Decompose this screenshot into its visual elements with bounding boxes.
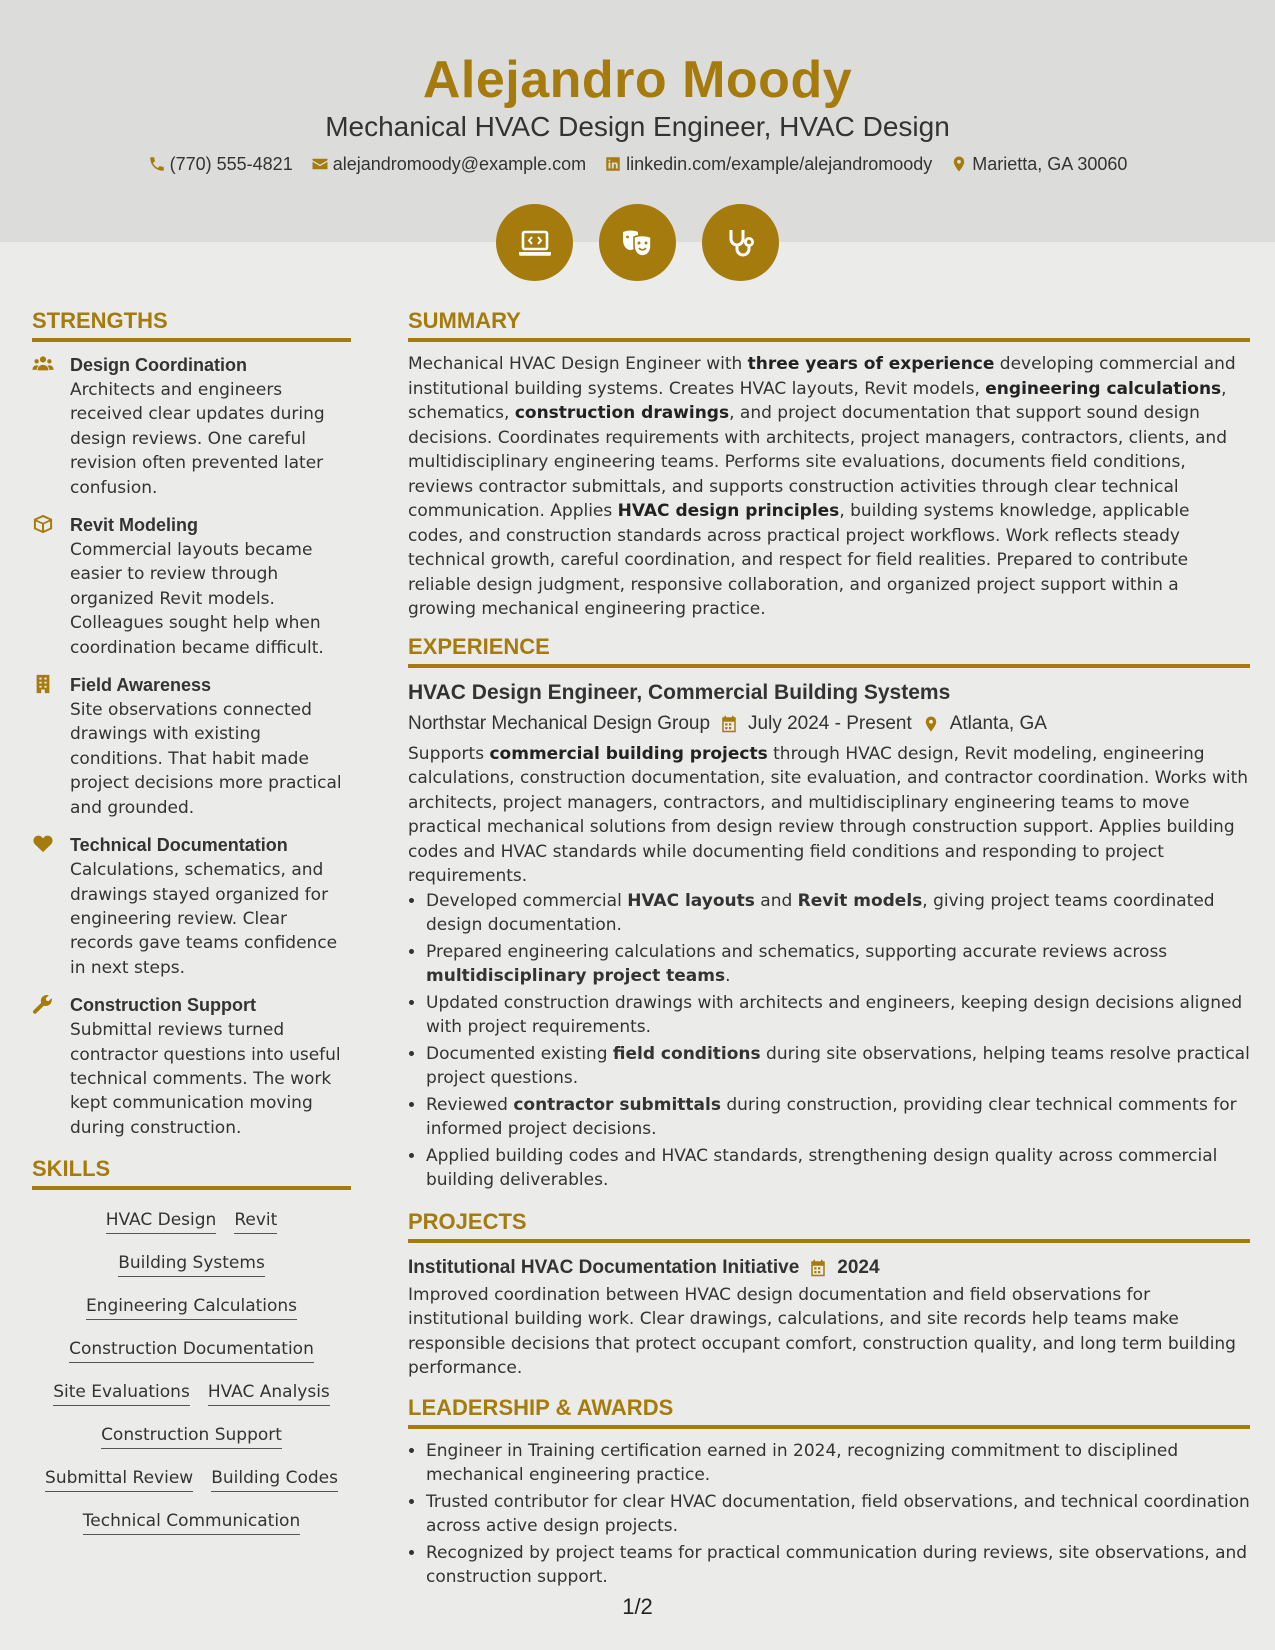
skill-row	[32, 1337, 351, 1363]
skill-row	[32, 1509, 351, 1535]
leadership-heading: LEADERSHIP & AWARDS	[408, 1393, 1250, 1429]
text-run: during site observations, helping teams resolve practical project questions.	[426, 1043, 1250, 1088]
text-run: Updated construction drawings with architects and engineers, keeping design decisions aligned with project requirements.	[426, 992, 1243, 1037]
contact-linkedin[interactable]	[604, 150, 932, 178]
strength-item	[32, 352, 351, 500]
contact-location	[950, 150, 1127, 178]
skill-row	[32, 1208, 351, 1234]
skill-tag: Technical Communication	[83, 1509, 300, 1535]
phone-text: (770) 555-4821	[169, 154, 293, 174]
skills-section	[32, 1154, 351, 1535]
envelope-icon	[311, 155, 329, 173]
contact-bar	[0, 150, 1275, 178]
skill-row	[32, 1251, 351, 1277]
strength-desc: Submittal reviews turned contractor questions into useful technical comments. The work kept communication moving during construction.	[70, 1020, 341, 1138]
text-run: Mechanical HVAC Design Engineer with	[408, 354, 748, 374]
text-run: through HVAC design, Revit modeling, engineering calculations, construction documentation, site evaluation, and contractor coordination. Works with architects, project managers, contractors, and multidisciplinary engineering teams to move practical mechanical solutions from design review through construction support. Applies building codes and HVAC standards while documenting field conditions and responding to project requirements.	[408, 743, 1249, 886]
summary-text	[408, 352, 1250, 622]
leadership-item: • Recognized by project teams for practical communication during reviews, site observations, and construction support.	[426, 1541, 1250, 1590]
projects-heading: PROJECTS	[408, 1207, 1250, 1243]
strength-desc: Calculations, schematics, and drawings stayed organized for engineering review. Clear records gave teams confidence in next steps.	[70, 860, 338, 978]
text-run: developing commercial and institutional building systems. Creates HVAC layouts, Revit models,	[408, 354, 1236, 399]
skill-row	[32, 1466, 351, 1492]
skill-tag: Building Systems	[118, 1251, 265, 1277]
skills-heading: SKILLS	[32, 1154, 351, 1190]
building-icon	[32, 674, 54, 694]
skill-tag: Construction Support	[101, 1423, 282, 1449]
strength-item	[32, 672, 351, 820]
strength-item	[32, 512, 351, 660]
skill-row	[32, 1380, 351, 1406]
calendar-icon	[809, 1258, 827, 1278]
bold-phrase: HVAC design principles	[617, 501, 840, 521]
interest-icons	[0, 204, 1275, 281]
strength-title: Design Coordination	[70, 355, 247, 375]
skill-tag: Site Evaluations	[53, 1380, 190, 1406]
left-column	[32, 306, 351, 1552]
text-run: Supports	[408, 743, 490, 764]
leadership-item: • Trusted contributor for clear HVAC documentation, field observations, and technical coordination across active design projects.	[426, 1490, 1250, 1539]
job-bullets	[408, 889, 1250, 1193]
bold-phrase: HVAC layouts	[627, 890, 755, 911]
skill-tag: Submittal Review	[45, 1466, 193, 1492]
calendar-icon	[720, 714, 738, 734]
cube-icon	[32, 514, 54, 534]
text-run: and	[754, 890, 798, 911]
text-run: Prepared engineering calculations and schematics, supporting accurate reviews across	[426, 941, 1168, 962]
strength-desc: Commercial layouts became easier to review through organized Revit models. Colleagues sought help when coordination became difficult.	[70, 540, 324, 658]
wrench-icon	[32, 994, 54, 1014]
text-run: , schematics,	[408, 378, 1227, 423]
text-run: , building systems knowledge, applicable codes, and construction standards across practical project workflows. Work reflects steady technical growth, careful coordination, and respect for field realities. Prepared to contribute reliable design judgment, responsive collaboration, and organized project support within a growing mechanical engineering practice.	[408, 501, 1190, 619]
text-run: Reviewed	[426, 1094, 514, 1115]
bold-phrase: Revit models	[797, 890, 923, 911]
text-run: , and project documentation that support sound design decisions. Coordinates requirements with architects, project managers, contractors, clients, and multidisciplinary engineering teams. Performs site evaluations, documents field conditions, reviews contractor submittals, and supports construction activities through clear technical communication. Applies	[408, 403, 1227, 521]
strength-desc: Site observations connected drawings with existing conditions. That habit made project decisions more practical and grounded.	[70, 700, 342, 818]
text-run: Documented existing	[426, 1043, 613, 1064]
job-meta	[408, 708, 1250, 740]
candidate-title: Mechanical HVAC Design Engineer, HVAC Design	[325, 111, 950, 142]
job-bullet	[426, 940, 1250, 989]
map-marker-icon	[950, 155, 968, 173]
contact-phone[interactable]	[148, 150, 293, 178]
job-bullet	[426, 991, 1250, 1040]
company-name: Northstar Mechanical Design Group	[408, 712, 711, 734]
project-year: 2024	[837, 1256, 880, 1278]
laptop-code-icon	[496, 204, 573, 281]
project-title: Institutional HVAC Documentation Initiative	[408, 1256, 800, 1278]
leadership-item: • Engineer in Training certification earned in 2024, recognizing commitment to disciplined mechanical engineering practice.	[426, 1439, 1250, 1488]
strength-item	[32, 832, 351, 980]
job-bullet	[426, 1093, 1250, 1142]
skill-tag: HVAC Analysis	[208, 1380, 330, 1406]
bold-phrase: engineering calculations	[985, 378, 1222, 399]
linkedin-icon	[604, 155, 622, 173]
strengths-heading: STRENGTHS	[32, 306, 351, 342]
job-bullet	[426, 1144, 1250, 1193]
skill-tag: Revit	[234, 1208, 277, 1234]
job-dates: July 2024 - Present	[748, 712, 912, 734]
strength-item	[32, 992, 351, 1140]
map-marker-icon	[922, 714, 940, 734]
page-number: 1/2	[622, 1594, 653, 1619]
bold-phrase: commercial building projects	[489, 743, 768, 764]
strength-title: Construction Support	[70, 995, 256, 1016]
job-location: Atlanta, GA	[949, 712, 1047, 734]
text-run: .	[725, 966, 731, 986]
job-bullet	[426, 889, 1250, 938]
bold-phrase: contractor submittals	[513, 1094, 721, 1115]
strength-title: Field Awareness	[70, 675, 212, 696]
project-desc: Improved coordination between HVAC design documentation and field observations for institutional building work. Clear drawings, calculations, and site records help teams make responsible decisions that protect occupant comfort, construction quality, and long term building performance.	[408, 1284, 1236, 1378]
bold-phrase: construction drawings	[514, 403, 730, 423]
job-title: HVAC Design Engineer, Commercial Building Systems	[408, 680, 951, 704]
contact-email[interactable]	[311, 150, 586, 178]
skill-row	[32, 1423, 351, 1449]
strength-desc: Architects and engineers received clear updates during design reviews. One careful revision often prevented later confusion.	[70, 380, 325, 498]
bold-phrase: field conditions	[612, 1043, 761, 1064]
location-text: Marietta, GA 30060	[972, 154, 1128, 174]
email-text: alejandromoody@example.com	[332, 154, 587, 174]
skill-row	[32, 1294, 351, 1320]
users-icon	[32, 354, 54, 374]
strength-title: Technical Documentation	[70, 835, 288, 856]
leadership-list	[408, 1439, 1250, 1590]
job-intro	[408, 742, 1250, 889]
candidate-name: Alejandro Moody	[422, 51, 853, 109]
heart-icon	[32, 834, 54, 854]
text-run: during construction, providing clear technical comments for informed project decisions.	[426, 1094, 1237, 1139]
experience-heading: EXPERIENCE	[408, 632, 1250, 668]
job-bullet	[426, 1042, 1250, 1091]
text-run: Applied building codes and HVAC standards, strengthening design quality across commercial building deliverables.	[426, 1145, 1218, 1190]
skill-tag: Construction Documentation	[69, 1337, 314, 1363]
text-run: , giving project teams coordinated design documentation.	[426, 890, 1215, 935]
stethoscope-icon	[702, 204, 779, 281]
summary-heading: SUMMARY	[408, 306, 1250, 342]
phone-icon	[148, 155, 166, 173]
bold-phrase: three years of experience	[747, 354, 995, 374]
skill-tag: Building Codes	[211, 1466, 338, 1492]
skill-tag: Engineering Calculations	[86, 1294, 297, 1320]
skill-tag: HVAC Design	[106, 1208, 217, 1234]
project-title-row	[408, 1253, 1250, 1283]
text-run: Developed commercial	[426, 890, 628, 911]
strength-title: Revit Modeling	[70, 515, 199, 536]
bold-phrase: multidisciplinary project teams	[426, 966, 726, 986]
linkedin-text: linkedin.com/example/alejandromoody	[626, 154, 933, 174]
right-column	[408, 306, 1250, 1592]
theater-masks-icon	[599, 204, 676, 281]
